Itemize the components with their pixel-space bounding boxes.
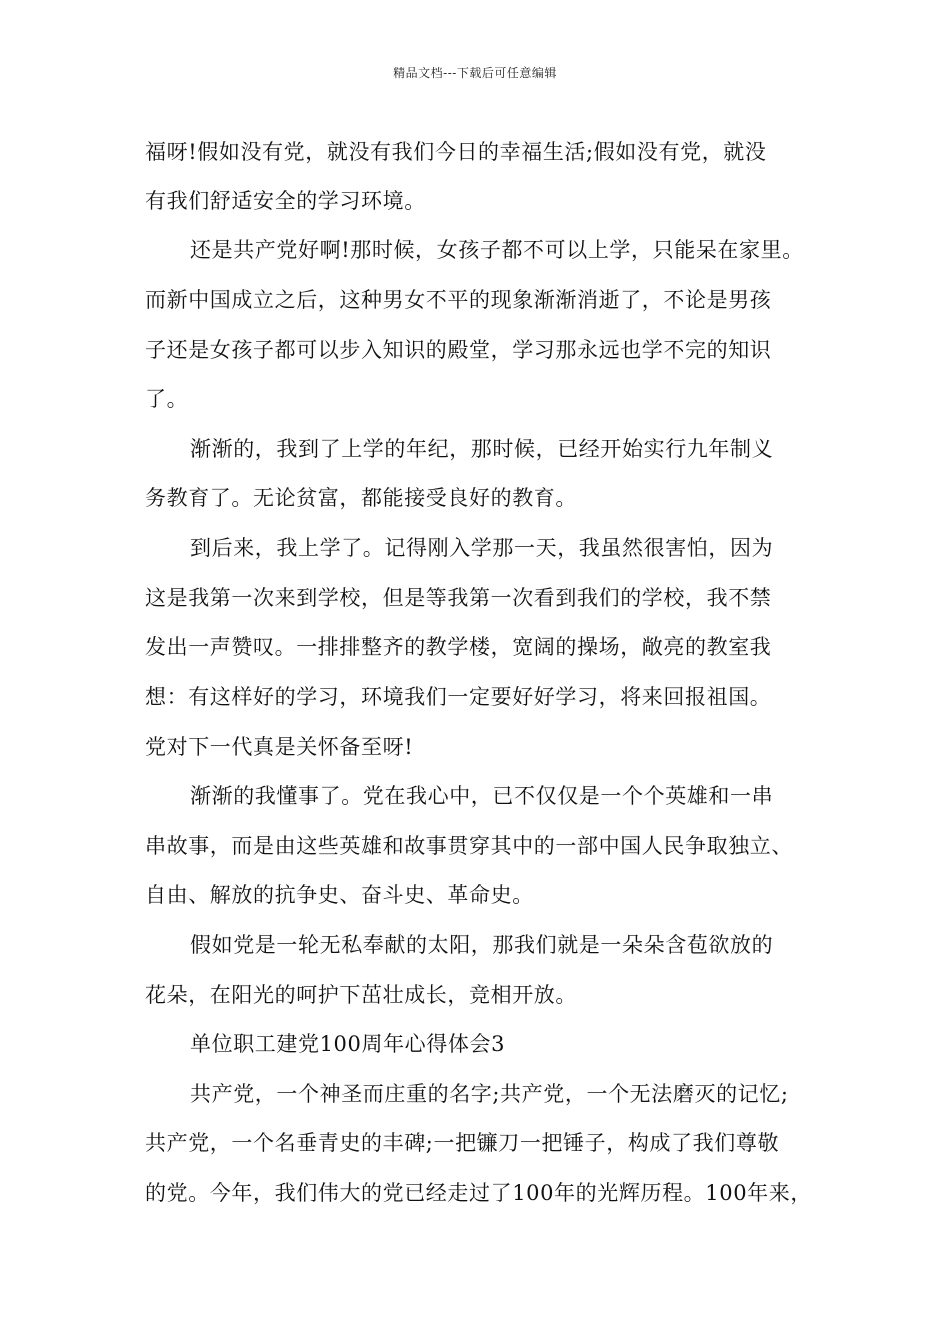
- paragraph-first-line: 到后来，我上学了。记得刚入学那一天，我虽然很害怕，因为: [190, 536, 774, 560]
- text-line: 花朵，在阳光的呵护下茁壮成长，竞相开放。: [145, 983, 577, 1007]
- text-line: 子还是女孩子都可以步入知识的殿堂，学习那永远也学不完的知识: [145, 338, 772, 362]
- paragraph-first-line: 假如党是一轮无私奉献的太阳，那我们就是一朵朵含苞欲放的: [190, 933, 774, 957]
- paragraph-first-line: 共产党，一个神圣而庄重的名字;共产党，一个无法磨灭的记忆;: [190, 1082, 789, 1106]
- text-line: 发出一声赞叹。一排排整齐的教学楼，宽阔的操场，敞亮的教室我: [145, 635, 772, 659]
- text-line: 而新中国成立之后，这种男女不平的现象渐渐消逝了，不论是男孩: [145, 288, 772, 312]
- text-line: 这是我第一次来到学校，但是等我第一次看到我们的学校，我不禁: [145, 586, 772, 610]
- text-line: 了。: [145, 387, 189, 411]
- text-line: 的党。今年，我们伟大的党已经走过了100年的光辉历程。100年来，: [145, 1181, 812, 1205]
- paragraph-first-line: 渐渐的，我到了上学的年纪，那时候，已经开始实行九年制义: [190, 437, 774, 461]
- section-heading: 单位职工建党100周年心得体会3: [190, 1032, 506, 1056]
- paragraph-first-line: 还是共产党好啊!那时候，女孩子都不可以上学，只能呆在家里。: [190, 238, 804, 262]
- paragraph-first-line: 渐渐的我懂事了。党在我心中，已不仅仅是一个个英雄和一串: [190, 784, 774, 808]
- text-line: 共产党，一个名垂青史的丰碑;一把镰刀一把锤子，构成了我们尊敬: [145, 1131, 780, 1155]
- text-line: 务教育了。无论贫富，都能接受良好的教育。: [145, 486, 577, 510]
- text-line: 自由、解放的抗争史、奋斗史、革命史。: [145, 883, 534, 907]
- text-line: 党对下一代真是关怀备至呀!: [145, 735, 414, 759]
- text-line: 串故事，而是由这些英雄和故事贯穿其中的一部中国人民争取独立、: [145, 834, 793, 858]
- text-line: 想：有这样好的学习，环境我们一定要好好学习，将来回报祖国。: [145, 685, 772, 709]
- text-line: 福呀!假如没有党，就没有我们今日的幸福生活;假如没有党，就没: [145, 140, 767, 164]
- page-header: 精品文档---下载后可任意编辑: [393, 66, 557, 80]
- text-line: 有我们舒适安全的学习环境。: [145, 189, 426, 213]
